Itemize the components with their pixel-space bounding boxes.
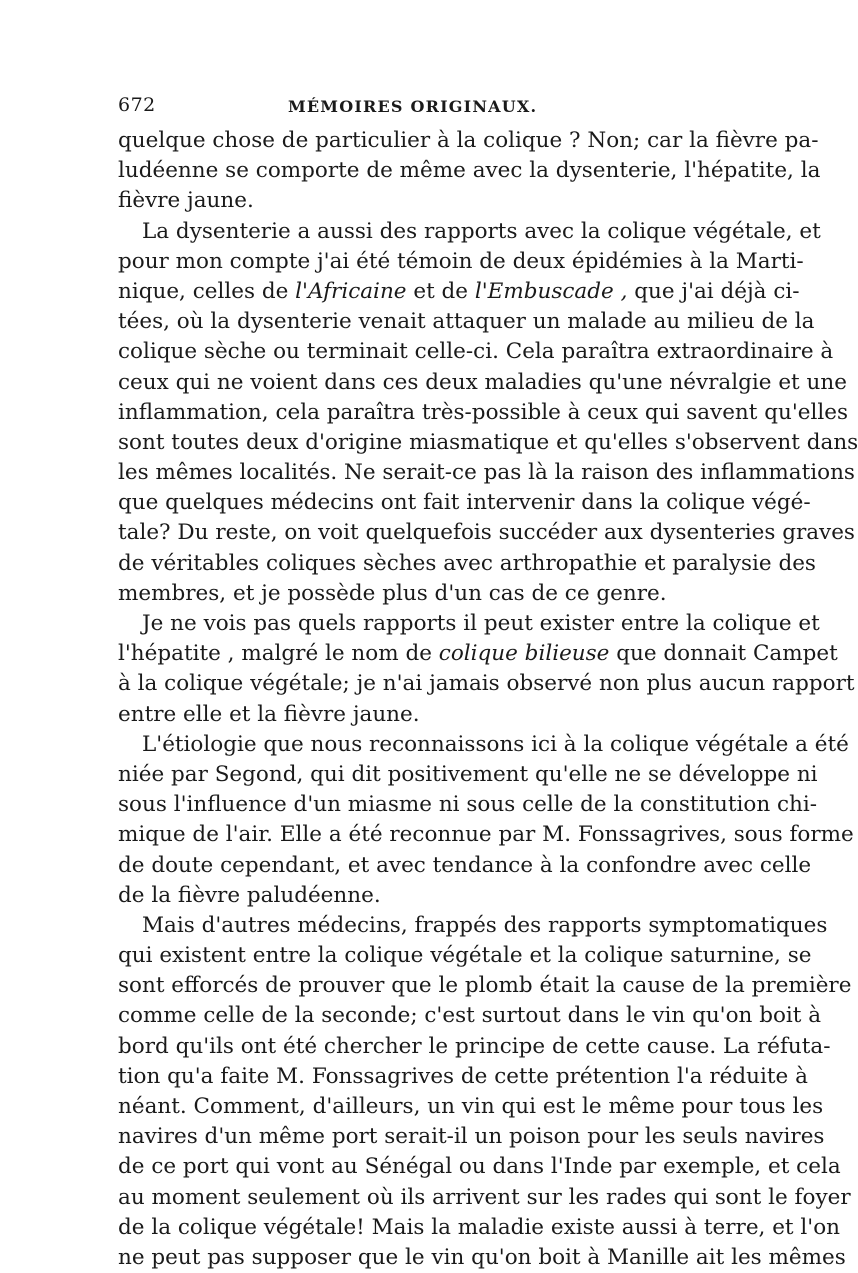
text-line: au moment seulement où ils arrivent sur les rades qui sont le foyer [118, 1184, 851, 1210]
text-line: L'étiologie que nous reconnaissons ici à la colique végétale a été [142, 731, 849, 757]
text-line: tion qu'a faite M. Fonssagrives de cette prétention l'a réduite à [118, 1063, 808, 1089]
text-line: pour mon compte j'ai été témoin de deux épidémies à la Marti- [118, 248, 804, 274]
text-line: quelque chose de particulier à la colique ? Non; car la fièvre pa- [118, 128, 819, 153]
body-text [118, 126, 858, 1273]
text-line: les mêmes localités. Ne serait-ce pas là la raison des inflammations [118, 460, 855, 486]
italic-title: l'Embuscade , [474, 278, 628, 304]
italic-title: l'Africaine [295, 278, 407, 304]
text-line: La dysenterie a aussi des rapports avec la colique végétale, et [142, 218, 821, 244]
running-head: MÉMOIRES ORIGINAUX. [288, 97, 538, 116]
text-line: de doute cependant, et avec tendance à la confondre avec celle [118, 852, 812, 878]
text-line: comme celle de la seconde; c'est surtout dans le vin qu'on boit à [118, 1003, 822, 1029]
text-line: bord qu'ils ont été chercher le principe de cette cause. La réfuta- [118, 1033, 831, 1059]
text-line: nique, celles de l'Africaine et de l'Embuscade , que j'ai déjà ci- [118, 278, 800, 304]
text-line: néant. Comment, d'ailleurs, un vin qui est le même pour tous les [118, 1094, 824, 1119]
page-number: 672 [118, 94, 156, 116]
text-line: tées, où la dysenterie venait attaquer un malade au milieu de la [118, 309, 815, 335]
text-line: de la colique végétale! Mais la maladie existe aussi à terre, et l'on [118, 1214, 840, 1240]
text-line: sont toutes deux d'origine miasmatique et qu'elles s'observent dans [118, 429, 858, 455]
text-line: ludéenne se comporte de même avec la dysenterie, l'hépatite, la [118, 158, 821, 184]
text-line: fièvre jaune. [118, 188, 254, 214]
text-line: ne peut pas supposer que le vin qu'on boit à Manille ait les mêmes [118, 1244, 846, 1270]
text-line: inflammation, cela paraîtra très-possible à ceux qui savent qu'elles [118, 399, 848, 425]
text-line: qui existent entre la colique végétale et la colique saturnine, se [118, 943, 812, 969]
text-line: que quelques médecins ont fait intervenir dans la colique végé- [118, 490, 811, 516]
text-line: de la fièvre paludéenne. [118, 882, 381, 908]
text-line: de véritables coliques sèches avec arthropathie et paralysie des [118, 550, 816, 576]
text-line: l'hépatite , malgré le nom de colique bilieuse que donnait Campet [118, 641, 838, 667]
text-line: ceux qui ne voient dans ces deux maladies qu'une névralgie et une [118, 369, 847, 395]
text-line: sont efforcés de prouver que le plomb était la cause de la première [118, 973, 852, 999]
text-line: de ce port qui vont au Sénégal ou dans l'Inde par exemple, et cela [118, 1154, 841, 1180]
text-line: Je ne vois pas quels rapports il peut exister entre la colique et [142, 611, 820, 636]
text-line: niée par Segond, qui dit positivement qu'elle ne se développe ni [118, 761, 818, 787]
text-line: membres, et je possède plus d'un cas de ce genre. [118, 580, 667, 606]
text-line: mique de l'air. Elle a été reconnue par M. Fonssagrives, sous forme [118, 822, 854, 848]
text-line: à la colique végétale; je n'ai jamais observé non plus aucun rapport [118, 671, 855, 697]
text-line: Mais d'autres médecins, frappés des rapports symptomatiques [142, 912, 828, 938]
text-line: colique sèche ou terminait celle-ci. Cela paraîtra extraordinaire à [118, 339, 834, 365]
italic-title: colique bilieuse [438, 641, 610, 667]
page-header [118, 94, 680, 124]
text-line: entre elle et la fièvre jaune. [118, 701, 420, 727]
text-line: tale? Du reste, on voit quelquefois succéder aux dysenteries graves [118, 520, 855, 546]
text-line: sous l'influence d'un miasme ni sous celle de la constitution chi- [118, 792, 818, 818]
text-line: navires d'un même port serait-il un poison pour les seuls navires [118, 1124, 825, 1150]
